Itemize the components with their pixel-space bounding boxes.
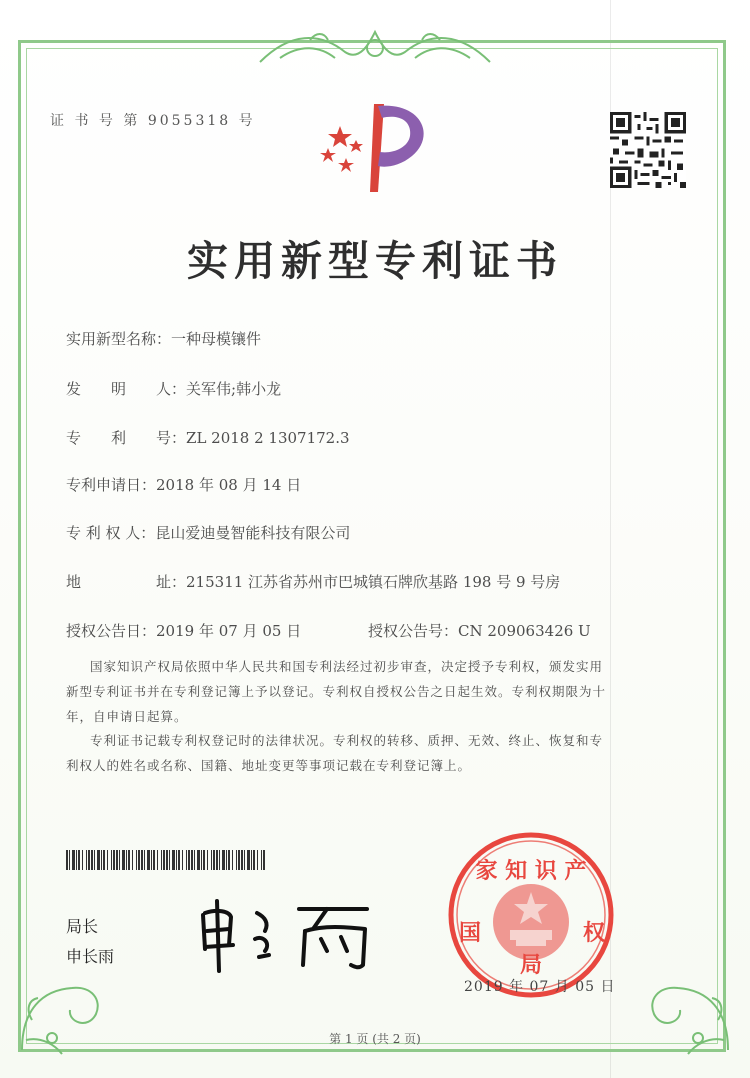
inventor-value: 关军伟;韩小龙 xyxy=(186,380,282,398)
field-utility-name xyxy=(66,328,261,349)
bureau-title: 局长 xyxy=(66,917,99,936)
svg-text:国: 国 xyxy=(458,920,482,946)
certificate-number-value: 9055318 xyxy=(147,113,232,129)
patent-number-label: 专 利 号： xyxy=(66,429,187,447)
field-grant-number xyxy=(368,620,591,641)
certificate-number xyxy=(50,110,256,130)
patent-number-value: ZL 2018 2 1307172.3 xyxy=(186,429,350,447)
certificate-title: 实用新型专利证书 xyxy=(187,237,563,285)
field-patent-number xyxy=(66,427,350,448)
paragraph-2-line-1: 专利证书记载专利权登记时的法律状况。专利权的转移、质押、无效、终止、恢复和专 xyxy=(90,733,604,748)
seal-date: 2019 年 07 月 05 日 xyxy=(464,979,616,995)
qr-code xyxy=(610,112,686,188)
field-inventor xyxy=(66,378,281,399)
filing-date-value: 2018 年 08 月 14 日 xyxy=(156,476,302,494)
field-grant-date xyxy=(66,620,301,641)
cnipa-emblem-logo xyxy=(312,96,436,200)
grant-date-label: 授权公告日： xyxy=(66,622,157,640)
grant-number-label: 授权公告号： xyxy=(368,622,459,640)
paragraph-2-line-2: 利权人的姓名或名称、国籍、地址变更等事项记载在专利登记簿上。 xyxy=(66,758,472,773)
inventor-label: 发 明 人： xyxy=(66,380,187,398)
certificate-number-suffix: 号 xyxy=(238,113,256,129)
director-signature xyxy=(195,895,385,975)
grant-number-value: CN 209063426 U xyxy=(458,622,591,640)
director-name: 申长雨 xyxy=(66,947,115,966)
utility-name-value: 一种母模镶件 xyxy=(171,330,262,348)
address-value: 215311 江苏省苏州市巴城镇石牌欣基路 198 号 9 号房 xyxy=(186,573,561,591)
paragraph-1-line-1: 国家知识产权局依照中华人民共和国专利法经过初步审查，决定授予专利权，颁发实用 xyxy=(90,659,604,674)
field-address xyxy=(66,571,560,592)
address-label: 地 址： xyxy=(66,573,187,591)
top-ornament xyxy=(250,22,500,70)
paragraph-1-line-3: 年，自申请日起算。 xyxy=(66,709,188,724)
svg-text:局: 局 xyxy=(519,952,543,978)
barcode xyxy=(66,850,266,870)
body-paragraph-2 xyxy=(66,728,696,778)
certificate-number-label: 证 书 号 第 xyxy=(50,113,141,129)
svg-text:家 知 识 产: 家 知 识 产 xyxy=(475,858,587,884)
field-patentee xyxy=(66,522,350,543)
field-filing-date xyxy=(66,474,301,495)
grant-date-value: 2019 年 07 月 05 日 xyxy=(156,622,302,640)
svg-text:权: 权 xyxy=(582,920,606,946)
body-paragraph-1 xyxy=(66,654,696,729)
filing-date-label: 专利申请日： xyxy=(66,476,157,494)
official-seal xyxy=(446,830,616,1000)
patentee-value: 昆山爱迪曼智能科技有限公司 xyxy=(155,524,351,542)
utility-name-label: 实用新型名称： xyxy=(66,330,172,348)
page-number: 第 1 页 (共 2 页) xyxy=(329,1032,421,1046)
paragraph-1-line-2: 新型专利证书并在专利登记簿上予以登记。专利权自授权公告之日起生效。专利权期限为十 xyxy=(66,684,607,699)
patentee-label: 专 利 权 人： xyxy=(66,524,156,542)
